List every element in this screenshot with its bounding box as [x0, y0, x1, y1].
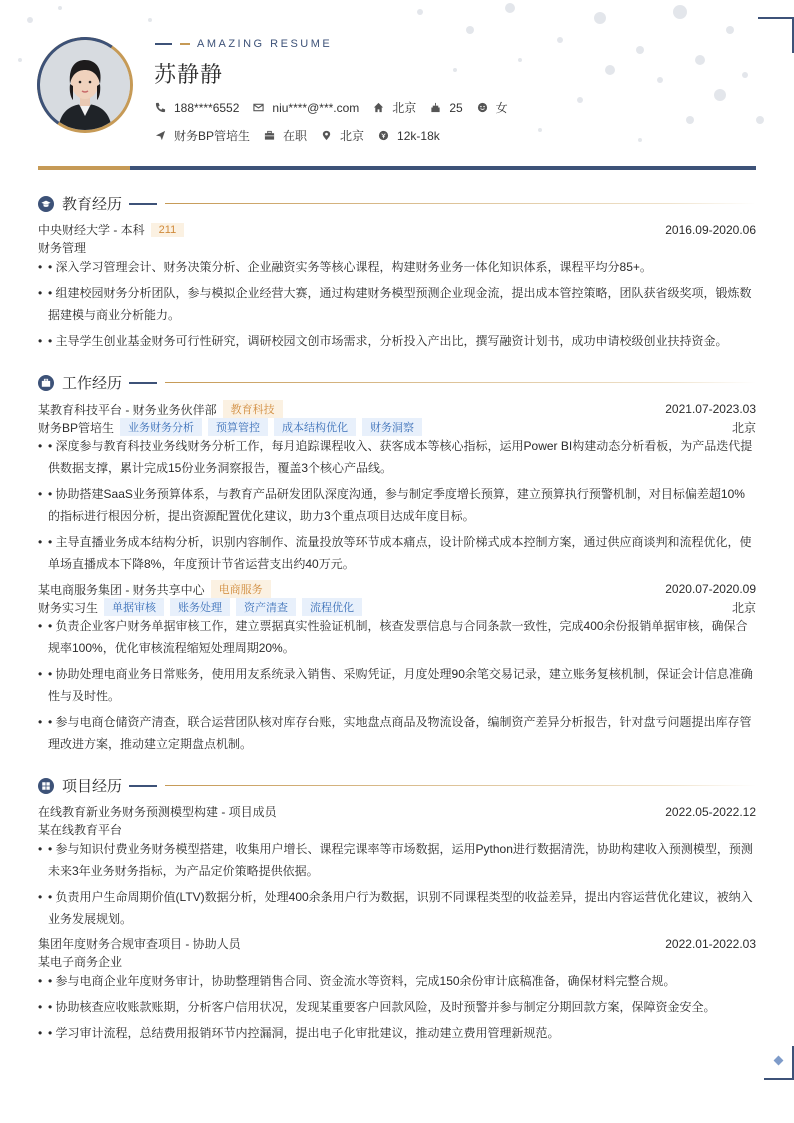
industry-tag: 教育科技 [223, 400, 283, 418]
gender-text: 女 [495, 101, 508, 115]
education-section-header [38, 193, 756, 214]
header-divider [38, 166, 756, 170]
project-org: 某在线教育平台 [38, 823, 123, 837]
list-item: • • 学习审计流程，总结费用报销环节内控漏洞，提出电子化审批建议，推动建立费用管理新规范。 [38, 1026, 560, 1040]
briefcase-section-icon [38, 375, 54, 391]
job-date: 2020.07-2020.09 [665, 582, 756, 596]
education-header-row [38, 221, 756, 238]
contact-row [155, 99, 522, 116]
grid-icon [38, 778, 54, 794]
job-header-row [38, 400, 756, 418]
list-item: • • 主导直播业务成本结构分析，识别内容制作、流量投放等环节成本痛点，设计阶梯式成本控制方案，通过供应商谈判和流程优化，使单场直播成本下降8%，年度预计节省运营支出约40万元。 [38, 535, 752, 571]
job-role-row [38, 598, 756, 616]
phone-item [155, 101, 239, 115]
job-role: 财务实习生 [38, 600, 99, 615]
project-org-row [38, 953, 756, 970]
skill-tag: 流程优化 [302, 598, 362, 616]
list-item: • • 深度参与教育科技业务线财务分析工作，每月追踪课程收入、获客成本等核心指标，运用Power BI构建动态分析看板，为产品迭代提供数据支撑，累计完成15份业务洞察报告，覆盖3个核心产品线。 [38, 439, 753, 475]
email-item [253, 101, 359, 115]
target-role-text: 财务BP管培生 [174, 129, 251, 143]
section-line [129, 785, 157, 787]
list-item: • • 参与电商仓储资产清查，联合运营团队核对库存台账，实地盘点商品及物流设备，编制资产差异分析报告，针对盘亏问题提出库存管理改进方案，推动建立定期盘点机制。 [38, 715, 752, 751]
list-item: • • 组建校园财务分析团队，参与模拟企业经营大赛，通过构建财务模型预测企业现金流，提出成本管控策略，团队获省级奖项，锻炼数据建模与商业分析能力。 [38, 286, 752, 322]
skill-tag: 成本结构优化 [274, 418, 356, 436]
job-header-row [38, 580, 756, 598]
education-title: 教育经历 [62, 196, 123, 213]
cake-icon [430, 102, 441, 113]
job-role: 财务BP管培生 [38, 420, 115, 435]
status-text: 在职 [283, 129, 308, 143]
age-text: 25 [449, 100, 463, 115]
projects-title: 项目经历 [62, 778, 123, 795]
list-item: • • 协助处理电商业务日常账务，使用用友系统录入销售、采购凭证，月度处理90余笔交易记录，建立账务复核机制，保证会计信息准确性与及时性。 [38, 667, 753, 703]
phone-icon [155, 102, 166, 113]
project-date: 2022.01-2022.03 [665, 936, 756, 951]
education-major-row [38, 239, 756, 256]
header-divider-accent [38, 166, 130, 170]
salary-item [378, 129, 440, 143]
brand-text: AMAZING RESUME [197, 38, 333, 50]
work-section-header [38, 372, 756, 393]
company-name: 某电商服务集团 - 财务共享中心 [38, 582, 205, 597]
skill-tag: 单据审核 [104, 598, 164, 616]
graduation-cap-icon [38, 196, 54, 212]
city-text: 北京 [392, 101, 417, 115]
project-title: 在线教育新业务财务预测模型构建 - 项目成员 [38, 805, 277, 819]
location-pin-icon [321, 130, 332, 141]
list-item: • • 协助搭建SaaS业务预算体系，与教育产品研发团队深度沟通，参与制定季度增长预算，建立预算执行预警机制，对目标偏差超10%的指标进行根因分析，提出资源配置优化建议，助力3个重点项目达成年度目标。 [38, 487, 745, 523]
project-org: 某电子商务企业 [38, 955, 123, 969]
brand-line-gold [180, 43, 190, 45]
smile-icon [477, 102, 488, 113]
skill-tag: 账务处理 [170, 598, 230, 616]
phone-text: 188****6552 [174, 100, 240, 115]
briefcase-icon [264, 130, 275, 141]
money-icon [378, 130, 389, 141]
projects-section-header [38, 775, 756, 796]
section-line-fade [165, 203, 756, 204]
send-icon [155, 130, 166, 141]
major: 财务管理 [38, 241, 87, 255]
project-header-row [38, 803, 756, 820]
list-item: • • 负责企业客户财务单据审核工作，建立票据真实性验证机制，核查发票信息与合同条款一致性，完成400余份报销单据审核，确保合规率100%，优化审核流程缩短处理周期20%。 [38, 619, 748, 655]
mail-icon [253, 102, 264, 113]
job-location: 北京 [731, 600, 756, 615]
list-item: • • 协助核查应收账款账期，分析客户信用状况，发现某重要客户回款风险，及时预警并参与制定分期回款方案，保障资金安全。 [38, 1000, 716, 1014]
job-date: 2021.07-2023.03 [665, 402, 756, 416]
brand-row [155, 38, 332, 50]
salary-text: 12k-18k [397, 128, 440, 143]
target-city-text: 北京 [340, 129, 365, 143]
age-item [430, 101, 462, 115]
candidate-name: 苏静静 [154, 62, 224, 87]
target-role-item [155, 127, 250, 144]
job-role-row [38, 418, 756, 436]
section-line [129, 382, 157, 384]
school-name: 中央财经大学 - 本科 [38, 223, 145, 237]
skill-tag: 预算管控 [208, 418, 268, 436]
list-item: • • 参与电商企业年度财务审计，协助整理销售合同、资金流水等资料，完成150余份审计底稿准备，确保材料完整合规。 [38, 974, 676, 988]
home-icon [373, 102, 384, 113]
list-item: • • 参与知识付费业务财务模型搭建，收集用户增长、课程完课率等市场数据，运用Python进行数据清洗，协助构建收入预测模型，预测未来3年业务财务指标，为产品定价策略提供依据。 [38, 842, 753, 878]
gender-item [477, 99, 508, 116]
avatar-ring [29, 29, 140, 140]
industry-tag: 电商服务 [211, 580, 271, 598]
school-tag: 211 [151, 223, 185, 237]
section-line-fade [165, 382, 756, 383]
section-line [129, 203, 157, 205]
email-text: niu****@***.com [272, 100, 360, 115]
list-item: • • 负责用户生命周期价值(LTV)数据分析，处理400余条用户行为数据，识别不同课程类型的收益差异，提出内容运营优化建议，被纳入业务发展规划。 [38, 890, 753, 926]
skill-tag: 资产清查 [236, 598, 296, 616]
project-date: 2022.05-2022.12 [665, 804, 756, 819]
brand-line-navy [155, 43, 172, 45]
skill-tag: 财务洞察 [362, 418, 422, 436]
job-location: 北京 [731, 420, 756, 435]
city-item [373, 99, 416, 116]
project-header-row [38, 935, 756, 952]
project-title: 集团年度财务合规审查项目 - 协助人员 [38, 937, 241, 951]
corner-decoration-top-right [758, 17, 794, 53]
list-item: • • 深入学习管理会计、财务决策分析、企业融资实务等核心课程，构建财务业务一体化知识体系，课程平均分85+。 [38, 260, 652, 274]
job-intent-row [155, 127, 454, 144]
status-item [264, 127, 307, 144]
work-title: 工作经历 [62, 375, 123, 392]
education-date: 2016.09-2020.06 [665, 222, 756, 237]
skill-tag: 业务财务分析 [120, 418, 202, 436]
section-line-fade [165, 785, 756, 786]
target-city-item [321, 127, 364, 144]
list-item: • • 主导学生创业基金财务可行性研究，调研校园文创市场需求，分析投入产出比，撰写融资计划书，成功申请校级创业扶持资金。 [38, 334, 728, 348]
project-org-row [38, 821, 756, 838]
company-name: 某教育科技平台 - 财务业务伙伴部 [38, 402, 217, 417]
